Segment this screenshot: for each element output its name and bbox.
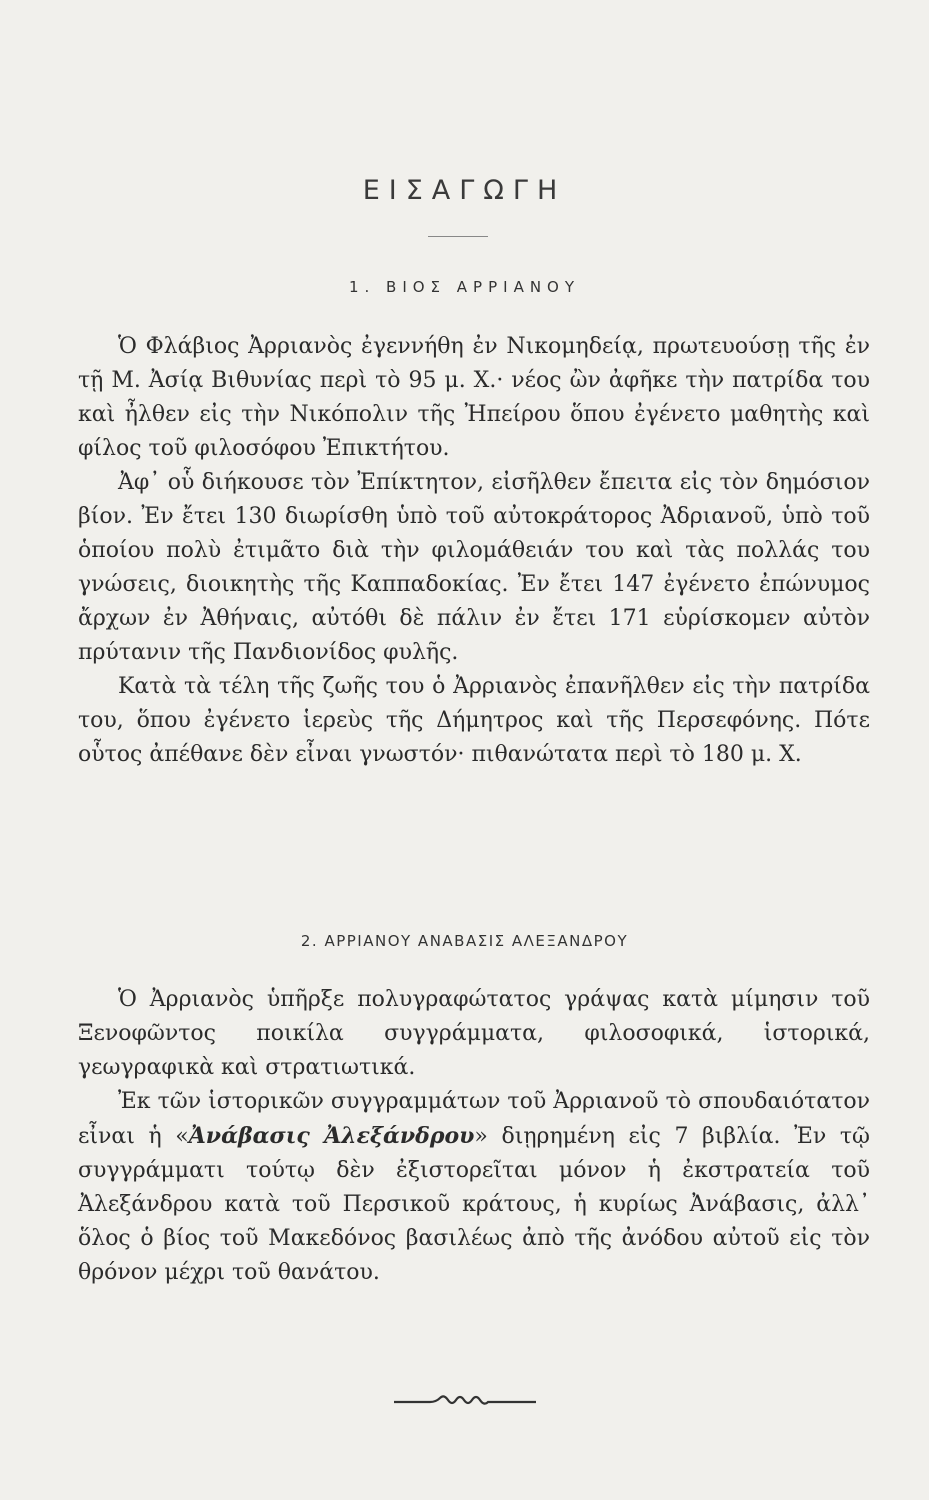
section-2-heading: 2. ΑΡΡΙΑΝΟΥ ΑΝΑΒΑΣΙΣ ΑΛΕΞΑΝΔΡΟΥ [300,932,629,950]
paragraph: Ὁ Φλάβιος Ἀρριανὸς ἐγεννήθη ἐν Νικομηδείᾳ, πρωτευούσῃ τῆς ἐν τῇ Μ. Ἀσίᾳ Βιθυνίας περὶ τὸ 95 μ. Χ.· νέος ὢν ἀφῆκε τὴν πατρίδα του καὶ ἦλθεν εἰς τὴν Νικόπολιν τῆς Ἠπείρου ὅπου ἐγένετο μαθητὴς καὶ φίλος τοῦ φιλοσόφου Ἐπικτήτου. [78,334,870,461]
paragraph: Ὁ Ἀρριανὸς ὑπῆρξε πολυγραφώτατος γράψας κατὰ μίμησιν τοῦ Ξενοφῶντος ποικίλα συγγράμματα, φιλοσοφικά, ἱστορικά, γεωγραφικὰ καὶ στρατιωτικά. [78,987,870,1080]
end-flourish-ornament [0,1390,929,1418]
section-2-body [78,983,870,1290]
paragraph [78,1085,870,1290]
paragraph-text: » διῃρημένη εἰς 7 βιβλία. Ἐν τῷ συγγράμματι τούτῳ δὲν ἐξιστορεῖται μόνον ἡ ἐκστρατεία τοῦ Ἀλεξάνδρου κατὰ τοῦ Περσικοῦ κράτους, ἡ κυρίως Ἀνάβασις, ἀλλ᾿ ὅλος ὁ βίος τοῦ Μακεδόνος βασιλέως ἀπὸ τῆς ἀνόδου αὐτοῦ εἰς τὸν θρόνον μέχρι τοῦ θανάτου. [78,1124,870,1285]
paragraph: Κατὰ τὰ τέλη τῆς ζωῆς του ὁ Ἀρριανὸς ἐπανῆλθεν εἰς τὴν πατρίδα του, ὅπου ἐγένετο ἱερεὺς τῆς Δήμητρος καὶ τῆς Περσεφόνης. Πότε οὗτος ἀπέθανε δὲν εἶναι γνωστόν· πιθανώτατα περὶ τὸ 180 μ. Χ. [78,674,870,767]
paragraph-text: Ἐκ τῶν ἱστορικῶν συγγραμμάτων τοῦ Ἀρριανοῦ τὸ σπουδαιότατον εἶναι ἡ « [78,1089,870,1149]
section-1-body [78,330,870,772]
section-1-heading: 1. ΒΙΟΣ ΑΡΡΙΑΝΟΥ [348,278,581,296]
title-divider [428,236,488,237]
flourish-icon [390,1390,540,1414]
book-title-emphasis: Ἀνάβασις Ἀλεξάνδρου [188,1123,475,1149]
paragraph: Ἀφ᾿ οὗ διήκουσε τὸν Ἐπίκτητον, εἰσῆλθεν ἔπειτα εἰς τὸν δημόσιον βίον. Ἐν ἔτει 130 διωρίσθη ὑπὸ τοῦ αὐτοκράτορος Ἀδριανοῦ, ὑπὸ τοῦ ὁποίου πολὺ ἐτιμᾶτο διὰ τὴν φιλομάθειάν του καὶ τὰς πολλάς του γνώσεις, διοικητὴς τῆς Καππαδοκίας. Ἐν ἔτει 147 ἐγένετο ἐπώνυμος ἄρχων ἐν Ἀθήναις, αὐτόθι δὲ πάλιν ἐν ἔτει 171 εὑρίσκομεν αὐτὸν πρύτανιν τῆς Πανδιονίδος φυλῆς. [78,470,870,665]
page-title: ΕΙΣΑΓΩΓΗ [362,175,567,206]
